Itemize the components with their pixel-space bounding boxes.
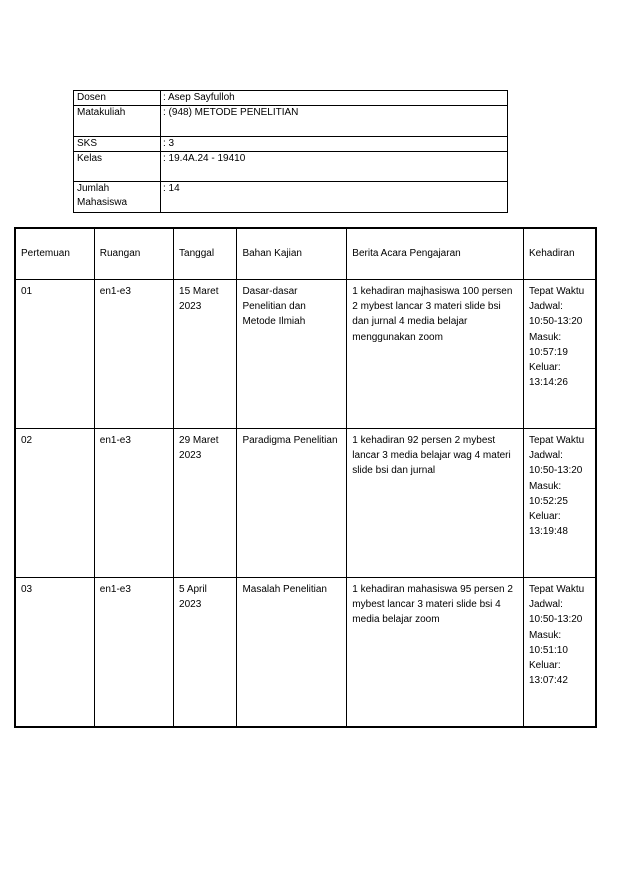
- table-header-row: [15, 228, 596, 280]
- cell-pertemuan: 01: [15, 280, 94, 429]
- cell-ruangan: en1-e3: [94, 280, 173, 429]
- matakuliah-value: : (948) METODE PENELITIAN: [161, 106, 508, 137]
- cell-pertemuan: 03: [15, 578, 94, 728]
- table-row: [15, 429, 596, 578]
- cell-kehadiran: Tepat Waktu Jadwal: 10:50-13:20 Masuk: 10:57:19 Keluar: 13:14:26: [523, 280, 596, 429]
- info-row-jumlah-mahasiswa: [74, 182, 508, 213]
- info-row-matakuliah: [74, 106, 508, 137]
- header-tanggal: Tanggal: [174, 228, 237, 280]
- cell-bahan-kajian: Dasar-dasar Penelitian dan Metode Ilmiah: [237, 280, 347, 429]
- cell-kehadiran: Tepat Waktu Jadwal: 10:50-13:20 Masuk: 10:51:10 Keluar: 13:07:42: [523, 578, 596, 728]
- kelas-label: Kelas: [74, 152, 161, 182]
- sks-value: : 3: [161, 137, 508, 152]
- table-row: [15, 280, 596, 429]
- attendance-table: [14, 227, 597, 728]
- course-info-table: [73, 90, 508, 213]
- cell-pertemuan: 02: [15, 429, 94, 578]
- header-ruangan: Ruangan: [94, 228, 173, 280]
- dosen-value: : Asep Sayfulloh: [161, 91, 508, 106]
- cell-berita-acara: 1 kehadiran mahasiswa 95 persen 2 mybest lancar 3 materi slide bsi 4 media belajar zoom: [347, 578, 524, 728]
- header-berita-acara: Berita Acara Pengajaran: [347, 228, 524, 280]
- cell-berita-acara: 1 kehadiran majhasiswa 100 persen 2 mybest lancar 3 materi slide bsi dan jurnal 4 media belajar menggunakan zoom: [347, 280, 524, 429]
- jumlah-mahasiswa-value: : 14: [161, 182, 508, 213]
- dosen-label: Dosen: [74, 91, 161, 106]
- cell-tanggal: 5 April 2023: [174, 578, 237, 728]
- cell-ruangan: en1-e3: [94, 429, 173, 578]
- header-kehadiran: Kehadiran: [523, 228, 596, 280]
- header-pertemuan: Pertemuan: [15, 228, 94, 280]
- cell-bahan-kajian: Masalah Penelitian: [237, 578, 347, 728]
- header-bahan-kajian: Bahan Kajian: [237, 228, 347, 280]
- cell-tanggal: 29 Maret 2023: [174, 429, 237, 578]
- cell-bahan-kajian: Paradigma Penelitian: [237, 429, 347, 578]
- info-row-sks: [74, 137, 508, 152]
- matakuliah-label: Matakuliah: [74, 106, 161, 137]
- sks-label: SKS: [74, 137, 161, 152]
- info-row-dosen: [74, 91, 508, 106]
- cell-berita-acara: 1 kehadiran 92 persen 2 mybest lancar 3 media belajar wag 4 materi slide bsi dan jurnal: [347, 429, 524, 578]
- cell-tanggal: 15 Maret 2023: [174, 280, 237, 429]
- cell-kehadiran: Tepat Waktu Jadwal: 10:50-13:20 Masuk: 10:52:25 Keluar: 13:19:48: [523, 429, 596, 578]
- kelas-value: : 19.4A.24 - 19410: [161, 152, 508, 182]
- table-row: [15, 578, 596, 728]
- jumlah-mahasiswa-label: Jumlah Mahasiswa: [74, 182, 161, 213]
- cell-ruangan: en1-e3: [94, 578, 173, 728]
- info-row-kelas: [74, 152, 508, 182]
